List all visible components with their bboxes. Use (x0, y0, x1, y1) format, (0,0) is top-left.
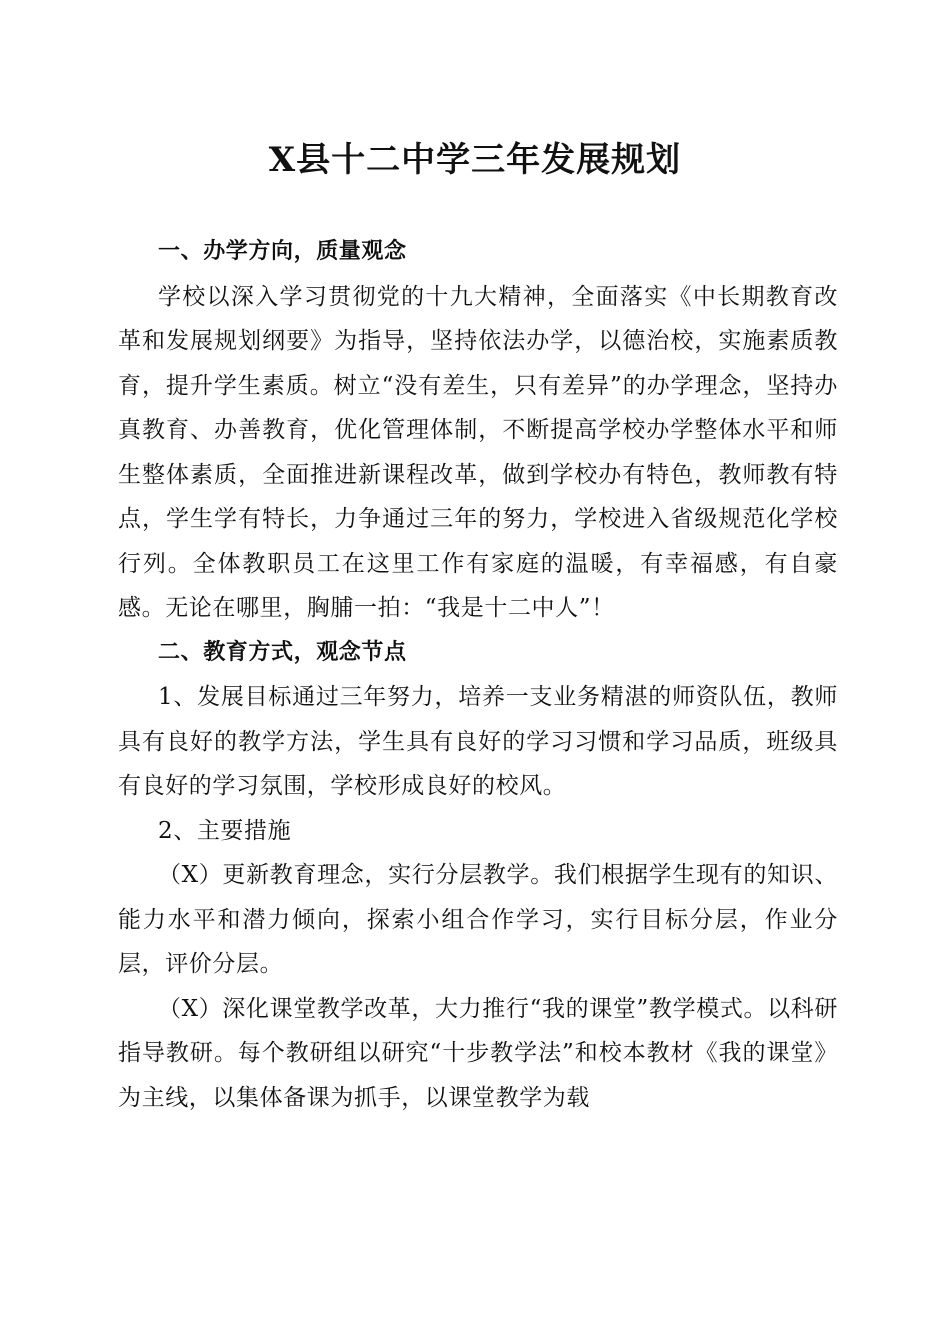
document-body (118, 230, 838, 1120)
section2-measure2: （X）深化课堂教学改革，大力推行“我的课堂”教学模式。以科研指导教研。每个教研组以研究“十步教学法”和校本教材《我的课堂》为主线，以集体备课为抓手，以课堂教学为载 (118, 995, 838, 1111)
section2-heading: 二、教育方式，观念节点 (158, 639, 407, 665)
document-title: X县十二中学三年发展规划 (268, 140, 682, 180)
section1-paragraph: 学校以深入学习贯彻党的十九大精神，全面落实《中长期教育改革和发展规划纲要》为指导，坚持依法办学，以德治校，实施素质教育，提升学生素质。树立“没有差生，只有差异”的办学理念，坚持办真教育、办善教育，优化管理体制，不断提高学校办学整体水平和师生整体素质，全面推进新课程改革，做到学校办有特色，教师教有特点，学生学有特长，力争通过三年的努力，学校进入省级规范化学校行列。全体教职员工在这里工作有家庭的温暖，有幸福感，有自豪感。无论在哪里，胸脯一拍：“我是十二中人”！ (118, 283, 838, 621)
section2-point2: 2、主要措施 (158, 817, 292, 844)
section1-heading: 一、办学方向，质量观念 (158, 239, 407, 264)
section2-measure1: （X）更新教育理念，实行分层教学。我们根据学生现有的知识、能力水平和潜力倾向，探索小组合作学习，实行目标分层，作业分层，评价分层。 (118, 862, 838, 977)
section2-point1: 1、发展目标通过三年努力，培养一支业务精湛的师资队伍，教师具有良好的教学方法，学生具有良好的学习习惯和学习品质，班级具有良好的学习氛围，学校形成良好的校风。 (118, 684, 838, 799)
